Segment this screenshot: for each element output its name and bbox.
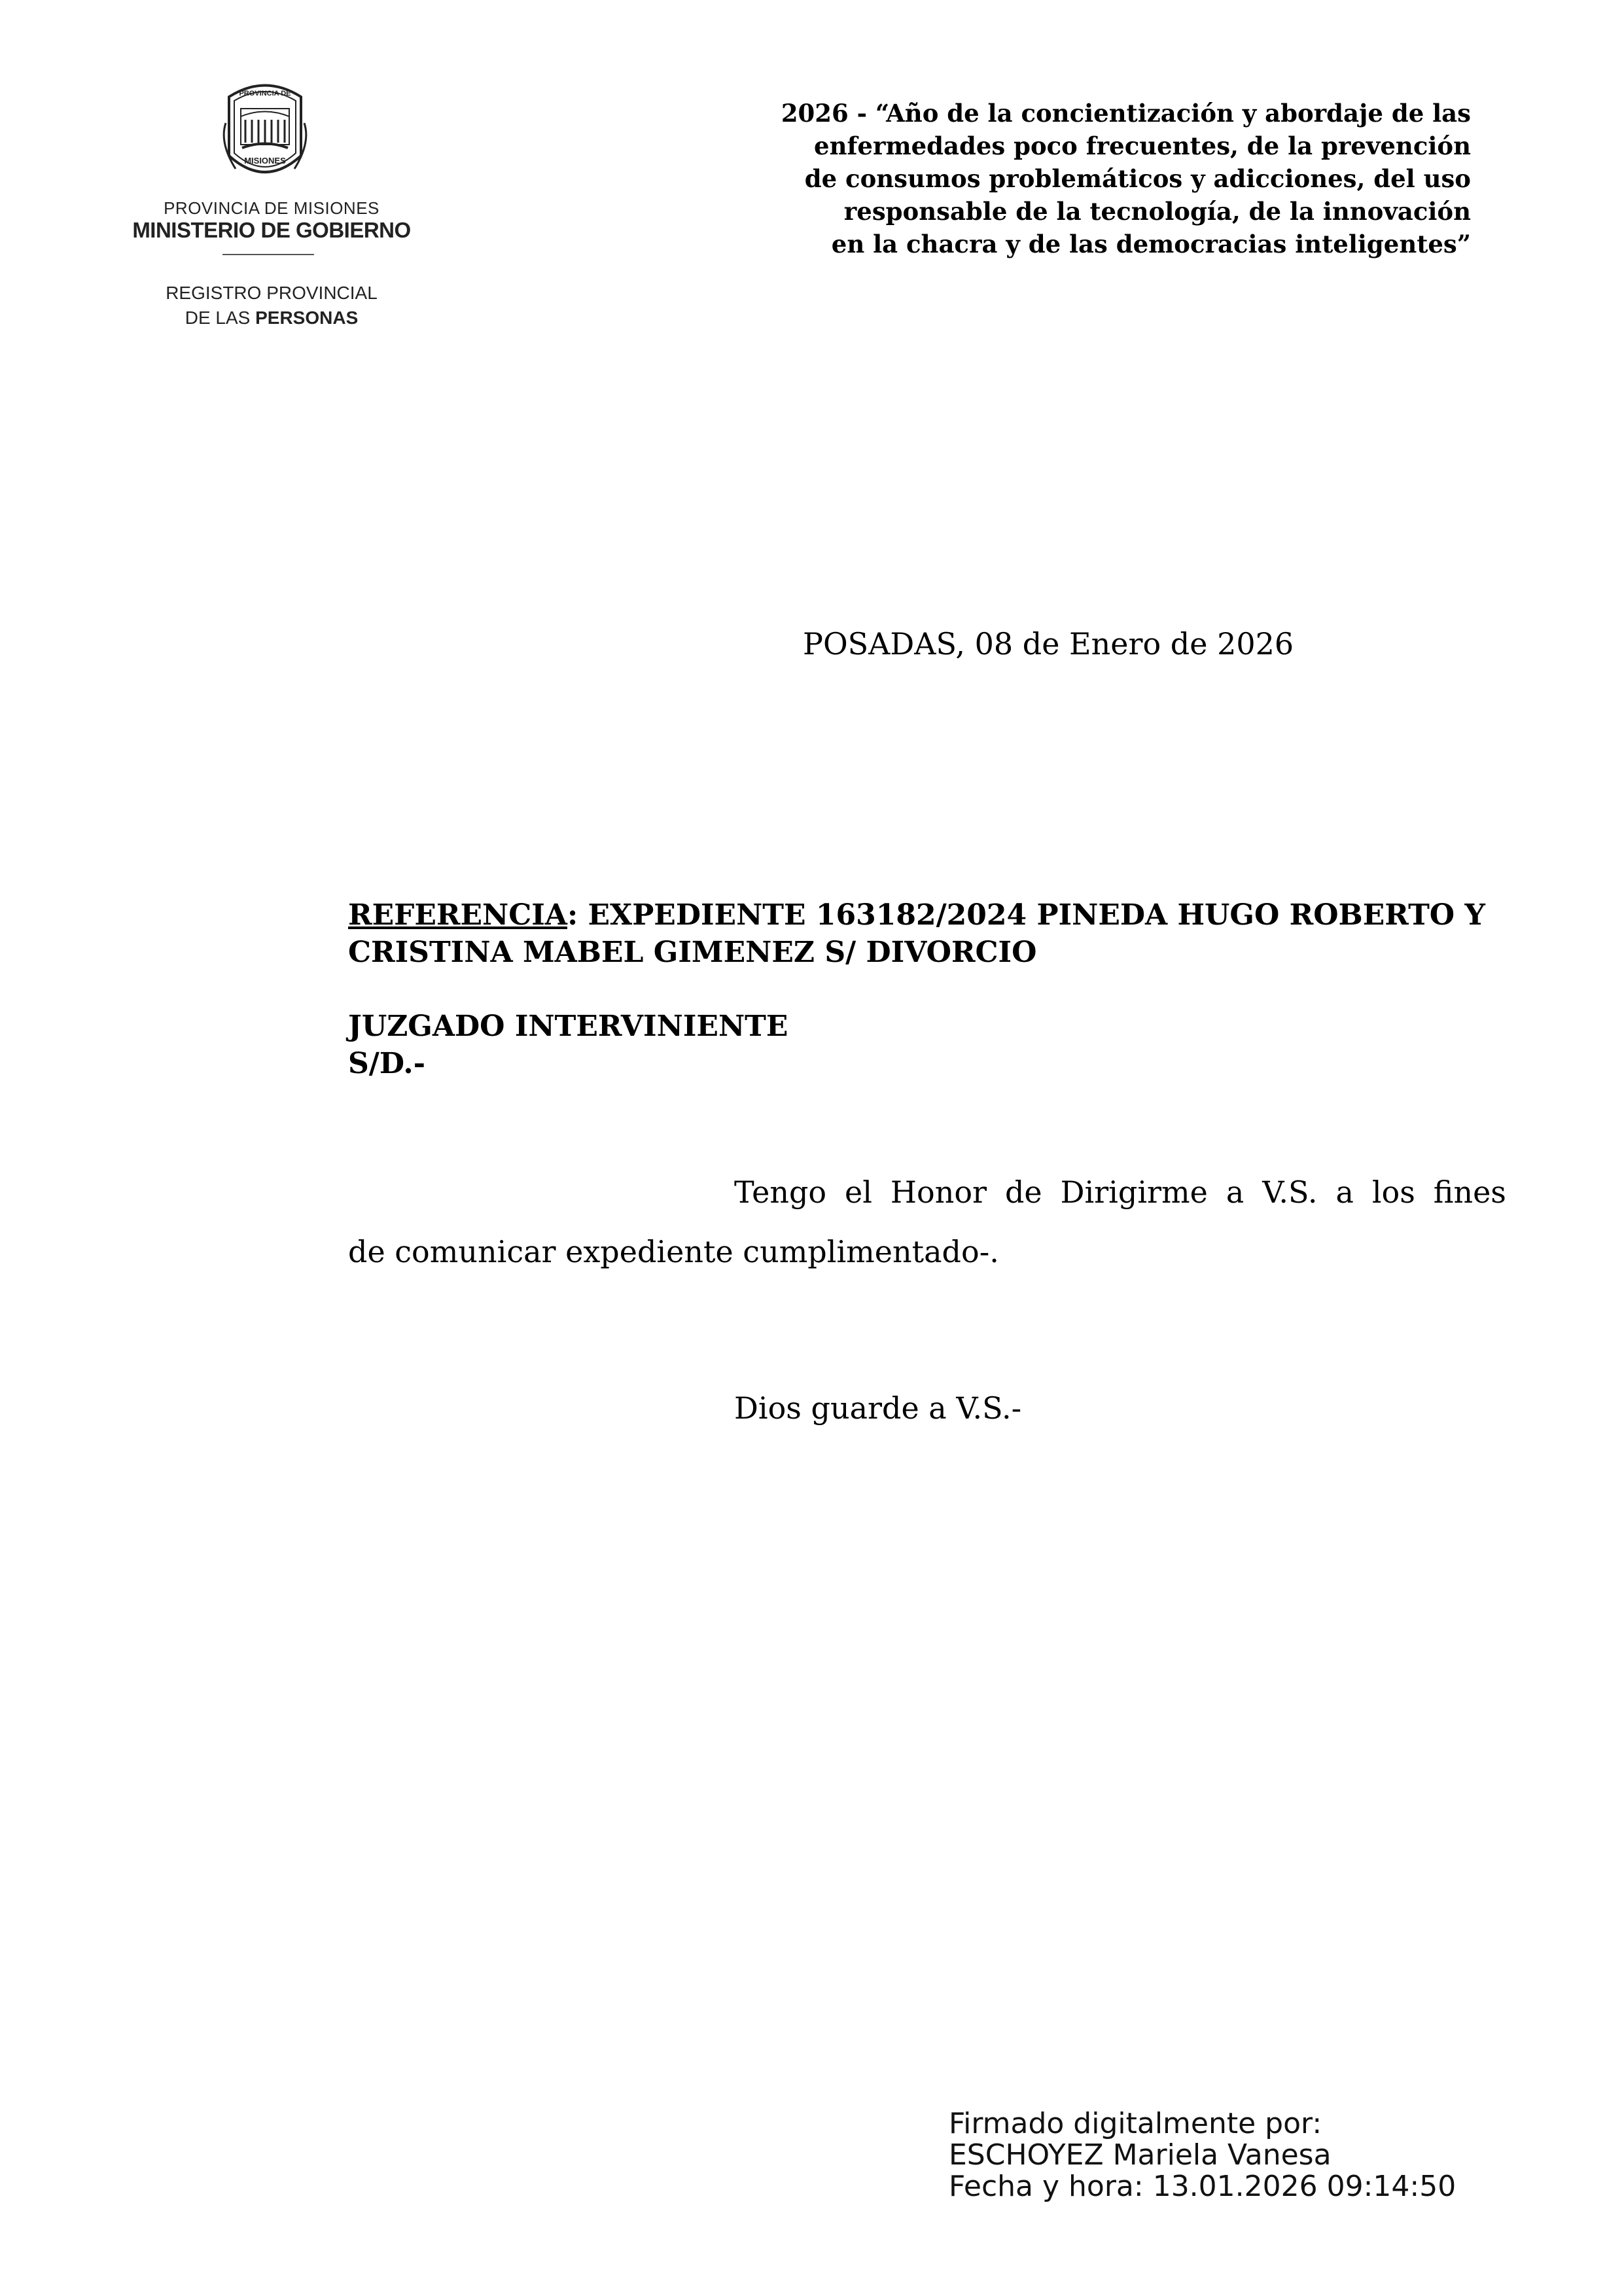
body-word: Honor bbox=[890, 1174, 987, 1210]
signature-signer: ESCHOYEZ Mariela Vanesa bbox=[949, 2138, 1332, 2172]
province-label: PROVINCIA DE MISIONES bbox=[164, 198, 380, 218]
body-word: V.S. bbox=[1262, 1174, 1318, 1210]
motto-line: responsable de la tecnología, de la innovación bbox=[843, 197, 1471, 226]
registry-label-line1: REGISTRO PROVINCIAL bbox=[166, 283, 378, 303]
signature-datetime: Fecha y hora: 13.01.2026 09:14:50 bbox=[949, 2170, 1456, 2203]
reference-case: : EXPEDIENTE 163182/2024 PINEDA HUGO ROBERTO Y bbox=[567, 898, 1485, 932]
addressee-line1: JUZGADO INTERVINIENTE bbox=[348, 1010, 788, 1043]
reference-line2: CRISTINA MABEL GIMENEZ S/ DIVORCIO bbox=[348, 936, 1037, 969]
body-word: Dirigirme bbox=[1060, 1174, 1208, 1210]
body-word: los bbox=[1371, 1174, 1415, 1210]
body-paragraph-line1 bbox=[348, 1174, 1506, 1210]
body-word: de bbox=[1004, 1174, 1042, 1210]
place-date: POSADAS, 08 de Enero de 2026 bbox=[803, 626, 1294, 662]
body-word: a bbox=[1226, 1174, 1244, 1210]
seal-text-top: PROVINCIA DE bbox=[239, 90, 291, 97]
registry-label-prefix: DE LAS bbox=[185, 308, 256, 328]
body-word: fines bbox=[1433, 1174, 1506, 1210]
body-paragraph-line2: de comunicar expediente cumplimentado-. bbox=[348, 1234, 999, 1269]
motto-line: 2026 - “Año de la concientización y abordaje de las bbox=[781, 99, 1471, 128]
digital-signature-block bbox=[949, 2108, 1456, 2202]
body-word: el bbox=[845, 1174, 872, 1210]
reference-block bbox=[348, 896, 1526, 971]
addressee-block bbox=[348, 1008, 788, 1082]
reference-line1 bbox=[348, 896, 1526, 934]
motto-line: en la chacra y de las democracias inteligentes” bbox=[831, 230, 1471, 258]
addressee-line2: S/D.- bbox=[348, 1047, 426, 1080]
motto-line: enfermedades poco frecuentes, de la prevención bbox=[814, 132, 1471, 160]
body-justified-line bbox=[348, 1174, 1506, 1210]
signature-line1: Firmado digitalmente por: bbox=[949, 2107, 1322, 2140]
provincial-seal-icon bbox=[216, 77, 314, 188]
ministry-label: MINISTERIO DE GOBIERNO bbox=[132, 218, 411, 242]
closing-formula: Dios guarde a V.S.- bbox=[734, 1390, 1022, 1426]
reference-label: REFERENCIA bbox=[348, 898, 567, 932]
seal-text-bottom: MISIONES bbox=[244, 156, 286, 166]
official-motto bbox=[620, 97, 1471, 260]
body-word: a bbox=[1335, 1174, 1354, 1210]
body-word: Tengo bbox=[734, 1174, 827, 1210]
registry-label-line2 bbox=[124, 308, 419, 328]
registry-label-emphasis: PERSONAS bbox=[255, 308, 359, 328]
motto-line: de consumos problemáticos y adicciones, del uso bbox=[804, 164, 1471, 193]
header-divider bbox=[222, 254, 314, 255]
